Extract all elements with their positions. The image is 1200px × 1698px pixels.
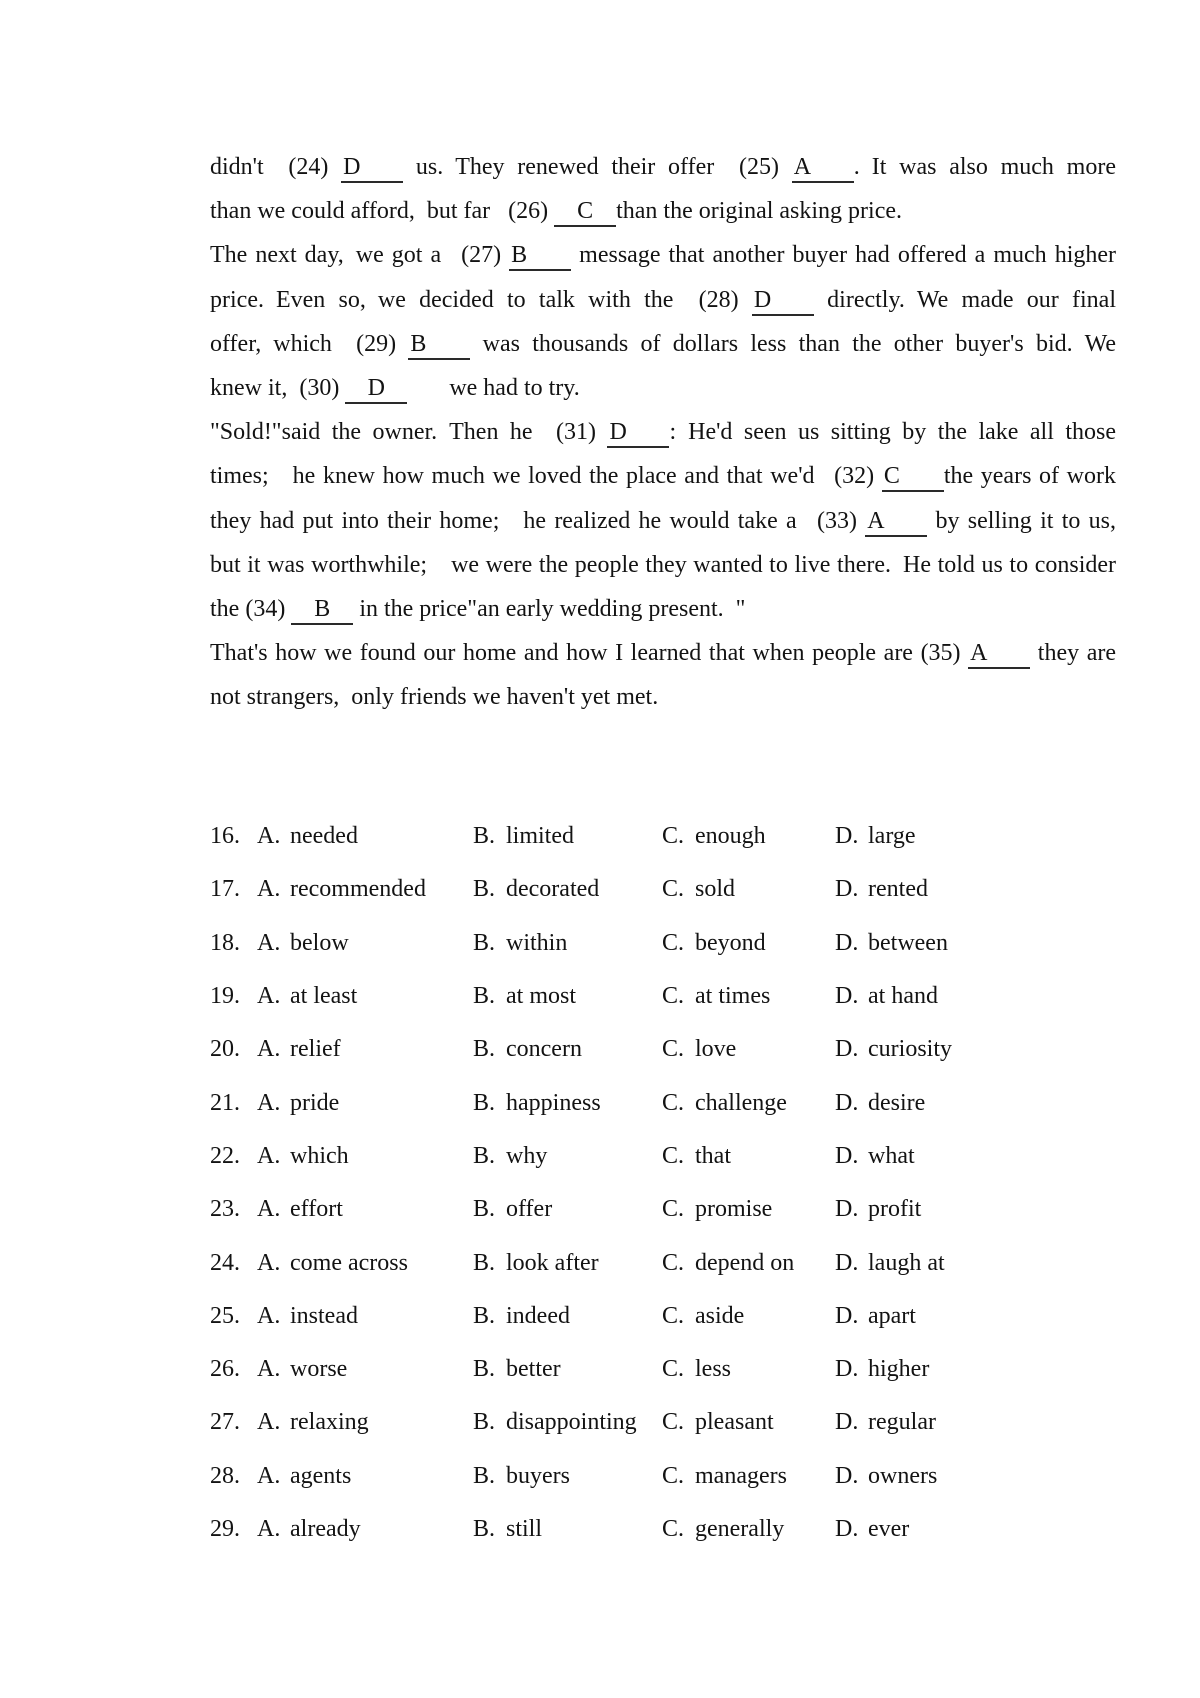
answer-blank: B — [408, 331, 470, 360]
passage-text: knew it, (30) — [210, 375, 346, 402]
option-text: promise — [695, 1196, 773, 1223]
question-number: 21. — [210, 1089, 240, 1116]
answer-blank: D — [341, 154, 403, 183]
passage-line — [210, 454, 1116, 498]
option-letter: C. — [662, 1356, 685, 1383]
option-B — [473, 1036, 662, 1063]
option-letter: A. — [257, 1302, 281, 1329]
passage-text: we had to try. — [407, 375, 580, 402]
option-letter: C. — [662, 1462, 685, 1489]
question-row — [210, 1076, 1140, 1129]
option-text: at times — [695, 983, 771, 1010]
option-text: curiosity — [868, 1036, 952, 1063]
passage-line — [210, 145, 1116, 189]
option-letter: C. — [662, 1302, 685, 1329]
option-text: within — [506, 929, 568, 956]
option-letter: A. — [257, 1516, 281, 1542]
question-row — [210, 1396, 1140, 1449]
option-letter: A. — [257, 1036, 281, 1063]
question-row — [210, 863, 1140, 916]
passage-line — [210, 366, 1116, 410]
option-text: why — [506, 1142, 548, 1169]
option-D — [835, 1356, 1140, 1383]
option-text: depend on — [695, 1249, 795, 1276]
option-A — [257, 1143, 473, 1170]
option-B — [473, 876, 662, 903]
option-letter: B. — [473, 1036, 496, 1063]
option-C — [662, 1250, 835, 1277]
option-text: offer — [506, 1196, 553, 1223]
question-number: 19. — [210, 983, 240, 1010]
passage-text: the years of work — [943, 463, 1117, 490]
option-B — [473, 1303, 662, 1330]
question-number: 29. — [210, 1516, 240, 1542]
option-B — [473, 1463, 662, 1490]
question-row — [210, 1290, 1140, 1343]
option-letter: A. — [257, 1356, 281, 1383]
passage-text: : He'd seen us sitting by the lake all those — [669, 419, 1116, 446]
option-C — [662, 1143, 835, 1170]
option-text: less — [695, 1356, 731, 1383]
option-text: agents — [290, 1462, 352, 1489]
question-row — [210, 1236, 1140, 1289]
option-A — [257, 1090, 473, 1117]
option-text: beyond — [695, 929, 766, 956]
option-D — [835, 1516, 1140, 1543]
option-text: at hand — [868, 983, 938, 1010]
passage-line — [210, 543, 1116, 587]
option-D — [835, 1143, 1140, 1170]
answer-blank: C — [554, 198, 616, 227]
question-row — [210, 917, 1140, 970]
passage-line — [210, 410, 1116, 454]
option-letter: D. — [835, 1196, 859, 1223]
passage-line — [210, 189, 1116, 233]
option-C — [662, 983, 835, 1010]
option-letter: A. — [257, 1462, 281, 1489]
option-text: enough — [695, 823, 766, 850]
option-C — [662, 930, 835, 957]
passage-text: by selling it to us, — [927, 507, 1117, 534]
option-letter: B. — [473, 823, 496, 850]
option-A — [257, 876, 473, 903]
option-letter: B. — [473, 1462, 496, 1489]
question-row — [210, 1343, 1140, 1396]
option-letter: C. — [662, 1249, 685, 1276]
option-D — [835, 876, 1140, 903]
option-text: decorated — [506, 876, 600, 903]
option-letter: B. — [473, 983, 496, 1010]
option-text: apart — [868, 1302, 916, 1329]
question-number: 17. — [210, 876, 240, 903]
option-letter: D. — [835, 1356, 859, 1383]
option-D — [835, 1409, 1140, 1436]
option-letter: A. — [257, 929, 281, 956]
passage-text: they had put into their home; he realized he would take a (33) — [210, 507, 866, 534]
option-letter: D. — [835, 876, 859, 903]
option-text: instead — [290, 1302, 358, 1329]
option-letter: D. — [835, 1036, 859, 1063]
option-letter: A. — [257, 876, 281, 903]
option-text: between — [868, 929, 948, 956]
option-letter: A. — [257, 1089, 281, 1116]
option-letter: B. — [473, 929, 496, 956]
passage-text: not strangers, only friends we haven't yet met. — [210, 684, 659, 711]
option-A — [257, 1036, 473, 1063]
option-letter: C. — [662, 983, 685, 1010]
option-text: laugh at — [868, 1249, 945, 1276]
option-text: relaxing — [290, 1409, 369, 1436]
option-letter: D. — [835, 1516, 859, 1542]
option-text: pride — [290, 1089, 340, 1116]
option-A — [257, 1303, 473, 1330]
option-C — [662, 876, 835, 903]
option-text: effort — [290, 1196, 343, 1223]
option-letter: B. — [473, 1249, 496, 1276]
question-row — [210, 1130, 1140, 1183]
option-B — [473, 823, 662, 850]
passage-text: in the price"an early wedding present. " — [353, 596, 746, 623]
option-A — [257, 1516, 473, 1543]
option-C — [662, 1196, 835, 1223]
passage-line — [210, 322, 1116, 366]
answer-blank: C — [882, 463, 944, 492]
passage-text: The next day, we got a (27) — [210, 242, 510, 269]
passage-line — [210, 233, 1116, 277]
option-letter: D. — [835, 1142, 859, 1169]
option-letter: C. — [662, 876, 685, 903]
answer-blank: A — [968, 640, 1030, 669]
option-B — [473, 1409, 662, 1436]
option-C — [662, 1356, 835, 1383]
question-number: 20. — [210, 1036, 240, 1063]
option-letter: B. — [473, 1142, 496, 1169]
option-D — [835, 930, 1140, 957]
option-A — [257, 1463, 473, 1490]
option-letter: B. — [473, 1196, 496, 1223]
answer-blank: A — [865, 508, 927, 537]
option-C — [662, 823, 835, 850]
question-row — [210, 1183, 1140, 1236]
option-D — [835, 1090, 1140, 1117]
question-number: 24. — [210, 1249, 240, 1276]
answer-blank: B — [509, 242, 571, 271]
option-text: managers — [695, 1462, 787, 1489]
option-letter: B. — [473, 1409, 496, 1436]
option-letter: C. — [662, 929, 685, 956]
option-letter: C. — [662, 1142, 685, 1169]
option-letter: B. — [473, 876, 496, 903]
option-text: desire — [868, 1089, 926, 1116]
passage-text: but it was worthwhile; we were the people they wanted to live there. He told us to consider — [210, 551, 1116, 578]
option-text: challenge — [695, 1089, 787, 1116]
option-letter: A. — [257, 1142, 281, 1169]
option-B — [473, 1516, 662, 1543]
passage-text: times; he knew how much we loved the place and that we'd (32) — [210, 463, 882, 490]
option-text: better — [506, 1356, 561, 1383]
option-text: relief — [290, 1036, 341, 1063]
question-number: 27. — [210, 1409, 240, 1436]
option-letter: D. — [835, 823, 859, 850]
option-D — [835, 983, 1140, 1010]
question-number: 23. — [210, 1196, 240, 1223]
option-text: pleasant — [695, 1409, 774, 1436]
option-text: concern — [506, 1036, 582, 1063]
option-D — [835, 1463, 1140, 1490]
option-text: below — [290, 929, 349, 956]
option-D — [835, 1036, 1140, 1063]
option-A — [257, 1356, 473, 1383]
option-D — [835, 1250, 1140, 1277]
option-letter: A. — [257, 1249, 281, 1276]
option-C — [662, 1409, 835, 1436]
question-number: 22. — [210, 1142, 240, 1169]
option-D — [835, 823, 1140, 850]
option-letter: D. — [835, 929, 859, 956]
option-text: ever — [868, 1516, 910, 1542]
passage-text: didn't (24) — [210, 154, 342, 180]
option-letter: C. — [662, 823, 685, 850]
option-text: still — [506, 1516, 543, 1542]
option-text: come across — [290, 1249, 408, 1276]
option-B — [473, 1356, 662, 1383]
option-letter: C. — [662, 1409, 685, 1436]
option-text: worse — [290, 1356, 348, 1383]
option-text: which — [290, 1142, 349, 1169]
option-text: sold — [695, 876, 736, 903]
option-B — [473, 1143, 662, 1170]
option-letter: C. — [662, 1516, 685, 1542]
option-B — [473, 983, 662, 1010]
option-text: at most — [506, 983, 576, 1010]
option-letter: B. — [473, 1089, 496, 1116]
passage-line — [210, 278, 1116, 322]
passage-text: That's how we found our home and how I learned that when people are (35) — [210, 640, 969, 667]
passage-text: the (34) — [210, 596, 292, 623]
passage-text: than we could afford, but far (26) — [210, 198, 555, 225]
option-B — [473, 930, 662, 957]
passage-line — [210, 587, 1116, 631]
option-text: owners — [868, 1462, 938, 1489]
option-C — [662, 1516, 835, 1543]
option-letter: A. — [257, 1196, 281, 1223]
option-letter: B. — [473, 1302, 496, 1329]
question-number: 25. — [210, 1302, 240, 1329]
option-B — [473, 1090, 662, 1117]
option-text: disappointing — [506, 1409, 637, 1436]
option-text: needed — [290, 823, 358, 850]
option-text: regular — [868, 1409, 936, 1436]
option-A — [257, 1250, 473, 1277]
passage-text: us. They renewed their offer (25) — [403, 154, 792, 180]
passage-text: was thousands of dollars less than the other buyer's bid. We — [470, 330, 1116, 357]
option-letter: C. — [662, 1196, 685, 1223]
question-options-list — [210, 810, 1140, 1556]
answer-blank: D — [752, 287, 814, 316]
option-text: love — [695, 1036, 737, 1063]
option-text: recommended — [290, 876, 426, 903]
option-letter: D. — [835, 1089, 859, 1116]
passage-text: price. Even so, we decided to talk with the (28) — [210, 286, 752, 313]
passage-text: directly. We made our final — [813, 286, 1116, 313]
option-letter: A. — [257, 983, 281, 1010]
option-A — [257, 930, 473, 957]
cloze-passage — [210, 145, 1116, 720]
passage-text: message that another buyer had offered a much higher — [571, 242, 1117, 269]
option-B — [473, 1196, 662, 1223]
option-letter: D. — [835, 1302, 859, 1329]
passage-text: . It was also much more — [853, 154, 1116, 180]
option-text: higher — [868, 1356, 930, 1383]
option-text: at least — [290, 983, 358, 1010]
option-text: what — [868, 1142, 915, 1169]
option-letter: D. — [835, 983, 859, 1010]
option-A — [257, 1196, 473, 1223]
option-letter: D. — [835, 1462, 859, 1489]
option-letter: D. — [835, 1409, 859, 1436]
option-letter: A. — [257, 1409, 281, 1436]
option-B — [473, 1250, 662, 1277]
passage-text: than the original asking price. — [616, 198, 903, 225]
passage-line — [210, 675, 1116, 719]
option-text: that — [695, 1142, 731, 1169]
option-letter: B. — [473, 1516, 496, 1542]
option-letter: D. — [835, 1249, 859, 1276]
passage-text: offer, which (29) — [210, 330, 409, 357]
question-number: 28. — [210, 1462, 240, 1489]
option-letter: C. — [662, 1036, 685, 1063]
answer-blank: D — [345, 375, 407, 404]
answer-blank: A — [792, 154, 854, 183]
option-D — [835, 1196, 1140, 1223]
question-row — [210, 1503, 1140, 1556]
question-row — [210, 970, 1140, 1023]
option-letter: A. — [257, 823, 281, 850]
option-D — [835, 1303, 1140, 1330]
question-number: 16. — [210, 823, 240, 850]
option-text: generally — [695, 1516, 785, 1542]
option-text: large — [868, 823, 916, 850]
option-A — [257, 1409, 473, 1436]
option-C — [662, 1090, 835, 1117]
option-A — [257, 823, 473, 850]
option-C — [662, 1463, 835, 1490]
option-text: indeed — [506, 1302, 570, 1329]
option-text: profit — [868, 1196, 922, 1223]
passage-text: they are — [1030, 640, 1116, 667]
option-C — [662, 1036, 835, 1063]
option-text: aside — [695, 1302, 745, 1329]
question-number: 18. — [210, 929, 240, 956]
answer-blank: B — [291, 596, 353, 625]
question-number: 26. — [210, 1356, 240, 1383]
option-text: look after — [506, 1249, 599, 1276]
option-text: limited — [506, 823, 574, 850]
option-text: rented — [868, 876, 928, 903]
option-A — [257, 983, 473, 1010]
option-text: already — [290, 1516, 361, 1542]
answer-blank: D — [607, 419, 669, 448]
option-letter: B. — [473, 1356, 496, 1383]
option-text: buyers — [506, 1462, 570, 1489]
passage-line — [210, 499, 1116, 543]
option-C — [662, 1303, 835, 1330]
passage-line — [210, 631, 1116, 675]
question-row — [210, 810, 1140, 863]
question-row — [210, 1450, 1140, 1503]
passage-text: "Sold!"said the owner. Then he (31) — [210, 419, 608, 446]
option-text: happiness — [506, 1089, 601, 1116]
question-row — [210, 1023, 1140, 1076]
option-letter: C. — [662, 1089, 685, 1116]
